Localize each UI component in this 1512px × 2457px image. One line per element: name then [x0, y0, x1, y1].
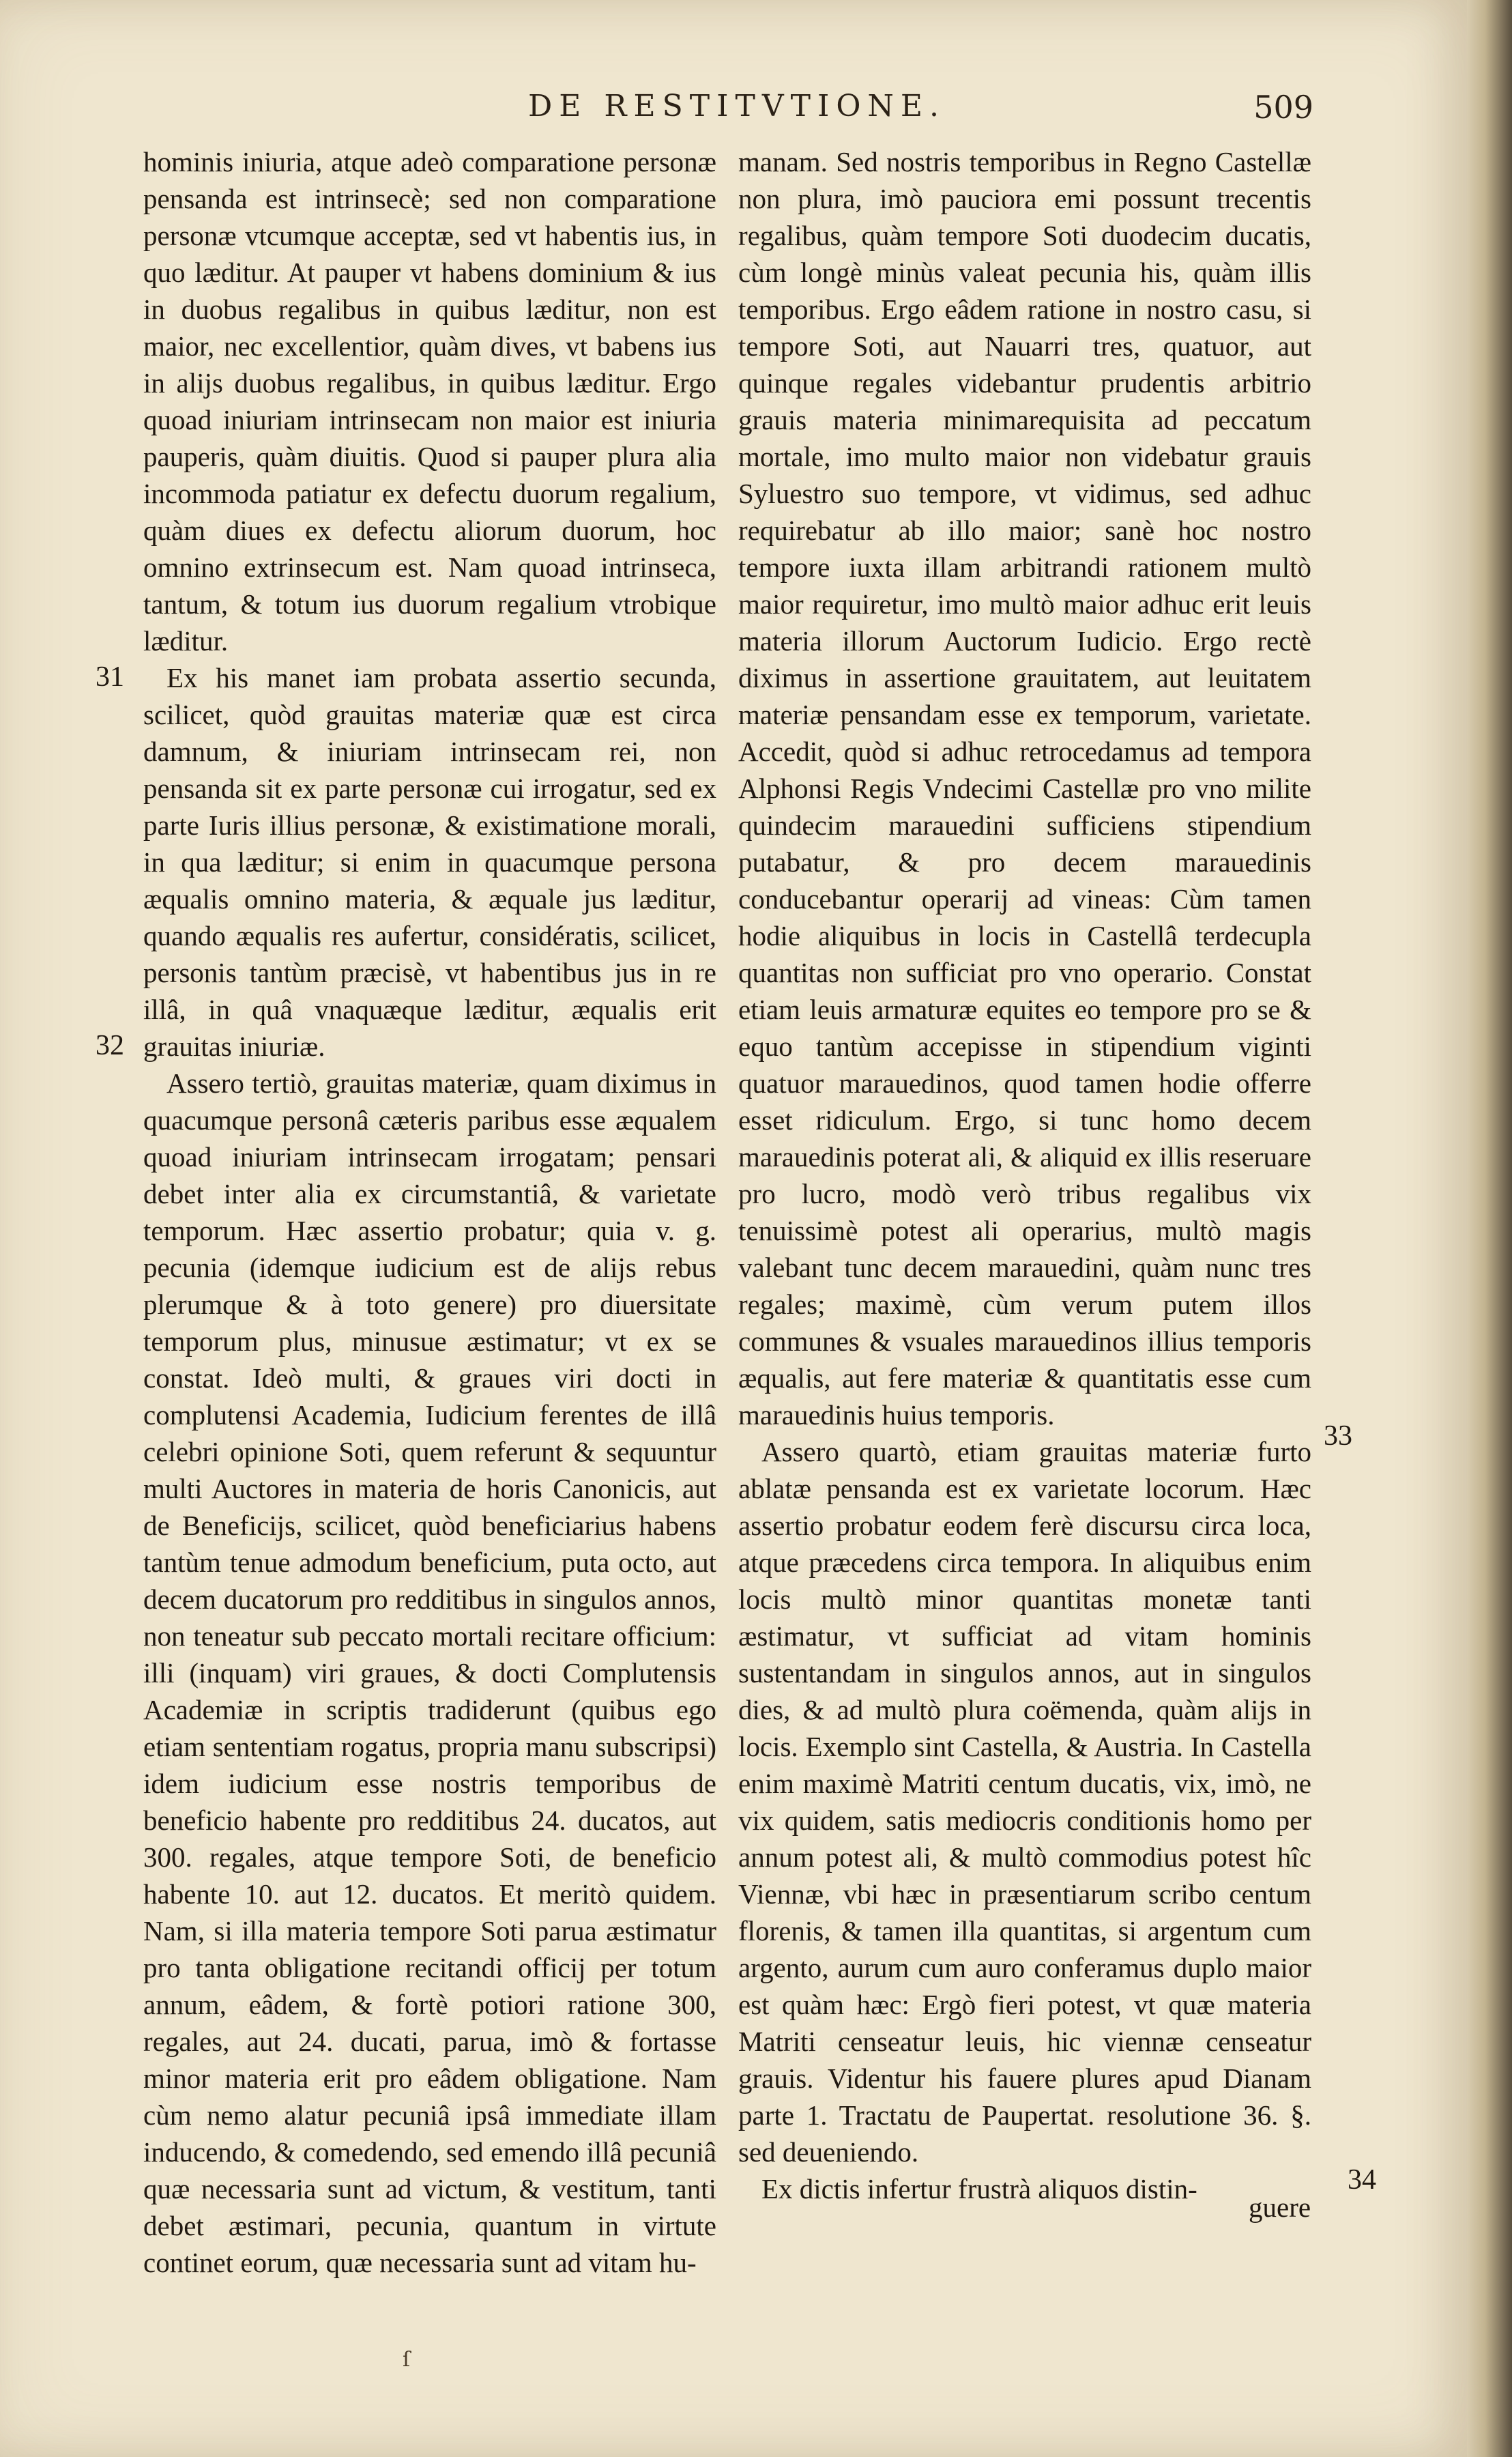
- catchword: guere: [1249, 2192, 1311, 2223]
- margin-number-31: 31: [96, 661, 124, 693]
- page-edge: [1467, 0, 1512, 2457]
- right-paragraph-2: Assero quartò, etiam grauitas materiæ furto ablatæ pensanda est ex varietate locorum. Hæc assertio probatur eodem ferè discursu circa loca, atque præcedens circa tempora. In aliquibus enim locis multò minor quantitas monetæ tanti æstimatur, vt sufficiat ad vitam hominis sustentandam in singulos annos, aut in singulos dies, & ad multò plura coëmenda, quàm alijs in locis. Exemplo sint Castella, & Austria. In Castella enim maximè Matriti centum ducatis, vix, imò, ne vix quidem, satis mediocris conditionis homo per annum potest ali, & multò commodius potest hîc Viennæ, vbi hæc in præsentiarum scribo centum florenis, & tamen illa quantitas, si argentum cum argento, aurum cum auro conferamus duplo maior est quàm hæc: Ergò fieri potest, vt quæ materia Matriti censeatur leuis, hic viennæ censeatur grauis. Videntur his fauere plures apud Dianam parte 1. Tractatu de Paupertat. resolutione 36. §. sed deueniendo.: [738, 1436, 1311, 2168]
- left-paragraph-3: Assero tertiò, grauitas materiæ, quam diximus in quacumque personâ cæteris paribus esse æqualem quoad iniuriam intrinsecam irrogatam; pensari debet inter alia ex circumstantiâ, & varietate temporum. Hæc assertio probatur; quia v. g. pecunia (idemque iudicium est de alijs rebus plerumque & à toto genere) pro diuersitate temporum plus, minusue æstimatur; vt ex se constat. Ideò multi, & graues viri docti in complutensi Academia, Iudicium ferentes de illâ celebri opinione Soti, quem referunt & sequuntur multi Auctores in materia de horis Canonicis, aut de Beneficijs, scilicet, quòd beneficiarius habens tantùm tenue admodum beneficium, puta octo, aut decem ducatorum pro redditibus in singulos annos, non teneatur sub peccato mortali recitare officium: illi (inquam) viri graues, & docti Complutensis Academiæ in scriptis tradiderunt (quibus ego etiam sententiam rogatus, propria manu subscripsi) idem iudicium esse nostris temporibus de beneficio habente pro redditibus 24. ducatos, aut 300. regales, atque tempore Soti, de beneficio habente 10. aut 12. ducatos. Et meritò quidem. Nam, si illa materia tempore Soti parua æstimatur pro tanta obligatione recitandi officij per totum annum, eâdem, & fortè potiori ratione 300, regales, aut 24. ducati, parua, imò & fortasse minor materia erit pro eâdem obligatione. Nam cùm nemo alatur pecuniâ ipsâ immediate illam inducendo, & comedendo, sed emendo illâ pecuniâ quæ necessaria sunt ad victum, & vestitum, tanti debet æstimari, pecunia, quantum in virtute continet eorum, quæ necessaria sunt ad vitam hu-: [143, 1067, 716, 2278]
- margin-number-33: 33: [1324, 1420, 1352, 1452]
- ink-mark: ſ: [403, 2348, 411, 2372]
- right-paragraph-1: manam. Sed nostris temporibus in Regno Castellæ non plura, imò pauciora emi possunt trecentis regalibus, quàm tempore Soti duodecim ducatis, cùm longè minùs valeat pecunia his, quàm illis temporibus. Ergo eâdem ratione in nostro casu, si tempore Soti, aut Nauarri tres, quatuor, aut quinque regales videbantur prudentis arbitrio grauis materia minimarequisita ad peccatum mortale, imo multo maior non videbatur grauis Syluestro suo tempore, vt vidimus, sed adhuc requirebatur ab illo maior; sanè hoc nostro tempore iuxta illam arbitrandi rationem multò maior requiretur, imo multò maior adhuc erit leuis materia illorum Auctorum Iudicio. Ergo rectè diximus in assertione grauitatem, aut leuitatem materiæ pensandam esse ex temporum, varietate. Accedit, quòd si adhuc retrocedamus ad tempora Alphonsi Regis Vndecimi Castellæ pro vno milite quindecim marauedini sufficiens stipendium putabatur, & pro decem marauedinis conducebantur operarij ad vineas: Cùm tamen hodie aliquibus in locis in Castellâ terdecupla quantitas non sufficiat pro vno operario. Constat etiam leuis armaturæ equites eo tempore pro se & equo tantùm accepisse in stipendium viginti quatuor marauedinos, quod tamen hodie offerre esset ridiculum. Ergo, si tunc homo decem marauedinis poterat ali, & aliquid ex illis reseruare pro lucro, modò verò tribus regalibus vix tenuissimè potest ali operarius, multò magis valebant tunc decem marauedini, quàm nunc tres regales; maximè, cùm verum putem illos communes & vsuales marauedinos illius temporis æqualis, aut fere materiæ & quantitatis esse cum marauedinis huius temporis.: [738, 146, 1311, 1431]
- left-text-column: [143, 143, 716, 2278]
- right-text-column: [738, 143, 1311, 2225]
- running-title: DE RESTITVTIONE.: [527, 89, 946, 124]
- page-number: 509: [1253, 89, 1313, 126]
- left-paragraph-2: Ex his manet iam probata assertio secunda, scilicet, quòd grauitas materiæ quæ est circa damnum, & iniuriam intrinsecam rei, non pensanda sit ex parte personæ cui irrogatur, sed ex parte Iuris illius personæ, & existimatione morali, in qua læditur; si enim in quacumque persona æqualis omnino materia, & æquale jus læditur, quando æqualis res aufertur, considératis, scilicet, personis tantùm præcisè, vt habentibus jus in re illâ, in quâ vnaquæque læditur, æqualis erit grauitas iniuriæ.: [143, 662, 716, 1062]
- right-paragraph-3: Ex dictis infertur frustrà aliquos distin-: [761, 2173, 1197, 2204]
- margin-number-32: 32: [96, 1030, 124, 1061]
- left-paragraph-1: hominis iniuria, atque adeò comparatione personæ pensanda est intrinsecè; sed non comparatione personæ vtcumque acceptæ, sed vt habentis ius, in quo læditur. At pauper vt habens dominium & ius in duobus regalibus in quibus læditur, non est maior, nec excellentior, quàm dives, vt babens ius in alijs duobus regalibus, in quibus læditur. Ergo quoad iniuriam intrinsecam non maior est iniuria pauperis, quàm diuitis. Quod si pauper plura alia incommoda patiatur ex defectu duorum regalium, quàm diues ex defectu aliorum duorum, hoc omnino extrinsecum est. Nam quoad intrinseca, tantum, & totum ius duorum regalium vtrobique læditur.: [143, 146, 716, 657]
- margin-number-34: 34: [1348, 2164, 1376, 2196]
